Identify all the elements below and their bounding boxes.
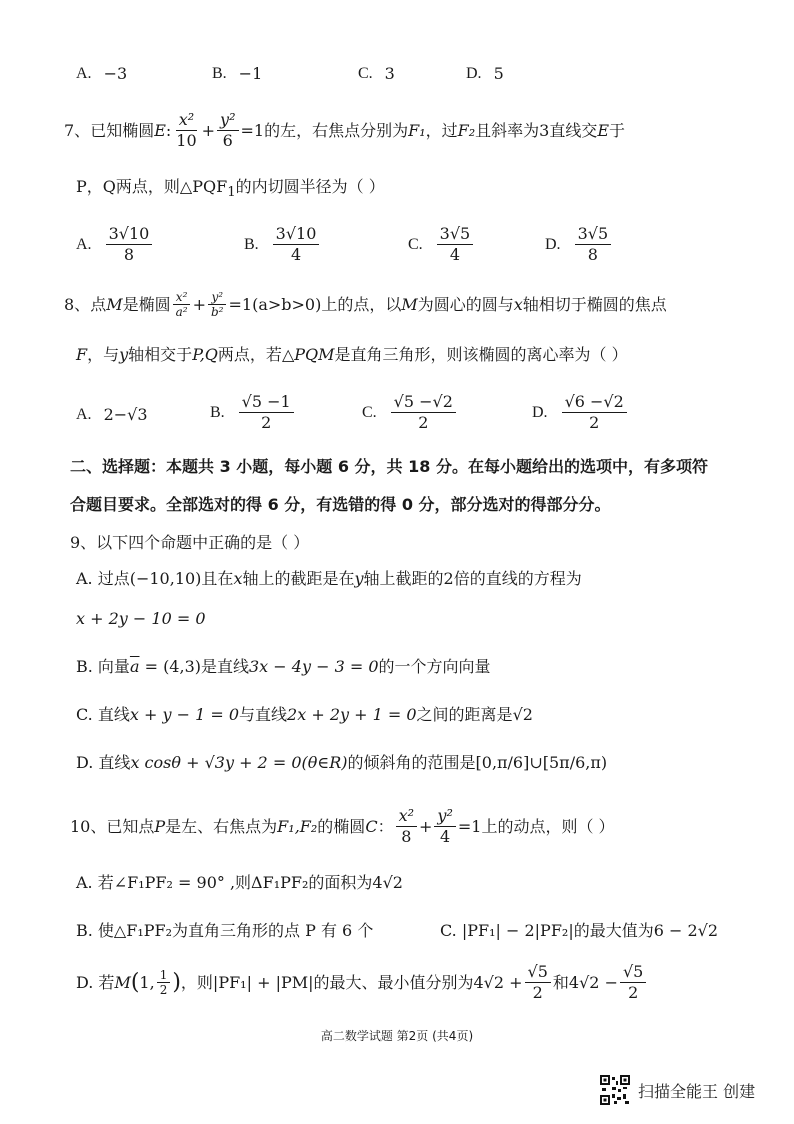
q8-option-a [76,405,148,424]
q7-text: 于 [609,120,626,140]
ellipse-name: E [597,120,610,140]
q10-text: 和4√2 − [552,972,618,992]
axis-y: y [354,569,364,588]
q9-text: B. 向量 [76,657,130,676]
q9-text: 与直线 [239,705,288,724]
scanner-watermark [600,1075,755,1105]
option-label: A. [76,405,92,423]
q9-text: 轴上的截距是在 [242,569,355,588]
q8-text: 轴相切于椭圆的焦点 [522,294,667,314]
paren-left: ( [130,969,140,995]
fraction-x [173,290,191,319]
q10-text: 的椭圆 [317,816,366,836]
option-label: D. [532,403,548,421]
denominator: a² [175,305,188,319]
fraction-y [434,806,455,847]
q7-text: 且斜率为3直线交 [475,120,598,140]
q9-text: 的倾斜角的范围是 [347,753,476,772]
question-number: 7、 [64,120,91,140]
scanner-label: 扫描全能王 创建 [638,1081,756,1101]
option-fraction [239,392,294,433]
denominator: 4 [449,245,461,264]
option-label: B. [244,235,259,253]
q7-option-c [408,224,475,265]
denominator: 8 [587,245,598,264]
option-label: B. [212,64,227,82]
option-fraction [562,392,627,433]
q10-option-a: A. 若∠F₁PF₂ = 90° ,则ΔF₁PF₂的面积为4√2 [76,873,403,892]
focus-f: F [76,345,88,364]
option-label: C. [408,235,423,253]
q9-text: C. 直线 [76,705,130,724]
points-pq: P,Q [192,345,218,364]
q7-option-b [244,224,321,265]
axis-x: x [513,294,523,314]
denominator: 6 [222,131,233,150]
option-label: A. [76,235,92,253]
denominator: 2 [159,983,168,997]
q7-text: P，Q两点，则△PQF [76,177,228,196]
q6-option-d [466,64,504,83]
option-label: A. [76,64,92,82]
fraction-y [208,290,227,319]
option-fraction [575,224,612,265]
q8-text: 轴相交于 [128,345,193,364]
denominator: 2 [261,413,272,432]
denominator: 2 [589,413,600,432]
q9-text: 轴上截距的2倍的直线的方程为 [363,569,582,588]
denominator: 2 [418,413,429,432]
section2-heading-line2: 合题目要求。全部选对的得 6 分，有选错的得 0 分，部分选对的得部分分。 [70,495,611,514]
numerator: √5 [620,962,646,983]
numerator: √5 −√2 [391,392,456,413]
q9-text: D. 直线 [76,753,131,772]
q9-option-a-line1 [76,568,582,590]
q9-option-b [76,656,491,678]
axis-y: y [119,345,129,364]
q10-text: ： [377,816,394,836]
coord-x: 1, [139,972,155,992]
point-m: M [114,972,131,992]
q7-text: 已知椭圆 [90,120,155,140]
denominator: b² [210,305,224,319]
q10-text: 已知点 [106,816,155,836]
option-value: 5 [493,64,504,83]
q10-option-c: C. |PF₁| − 2|PF₂|的最大值为6 − 2√2 [440,921,719,940]
line-equation: 2x + 2y + 1 = 0 [287,705,417,724]
denominator: 8 [123,245,135,264]
line-equation: x + y − 1 = 0 [129,705,240,724]
numerator: √5 [525,962,551,983]
ellipse-name: E [154,120,166,140]
vector-a: $\overline{a}$ [129,657,140,676]
denominator: 4 [440,827,451,846]
q9-option-d [76,752,607,774]
subscript: 1 [227,185,236,201]
section2-heading-line1: 二、选择题：本题共 3 小题，每小题 6 分，共 18 分。在每小题给出的选项中，有多项符 [70,457,708,476]
denominator: 2 [628,983,639,1002]
q10-text: =1上的动点，则（ ） [457,816,615,836]
fraction-sqrt5-over-2 [620,962,646,1003]
denominator: 2 [532,983,543,1002]
angle-range: [0,π/6]∪[5π/6,π) [475,753,608,772]
q8-option-b [210,392,296,433]
denominator: 4 [290,245,302,264]
q8-text: ，与 [87,345,120,364]
numerator: y² [217,110,238,131]
q10-text: D. 若 [76,972,115,992]
foci: F₁,F₂ [277,816,318,836]
point-m: M [106,294,123,314]
point-p: P [154,816,166,836]
q8-text: 点 [90,294,107,314]
option-label: D. [466,64,482,82]
q7-stem-line1: 7、 已知椭圆 E : $\frac{\text{x²}}{10}$ + $\frac{\text{y²}}{6}$ =1 的左，右焦点分别为 F₁ ，过 F₂ 且斜率为3直线交 E 于 [64,110,626,150]
line-equation: 3x − 4y − 3 = 0 [249,657,379,676]
option-value: 3 [384,64,395,83]
q9-text: 之间的距离是 [416,705,513,724]
page-footer: 高二数学试题 第2页 (共4页) [320,1029,474,1043]
q9-option-c [76,704,533,726]
q7-text: 的内切圆半径为（ ） [235,177,385,196]
axis-x: x [233,569,243,588]
numerator: y² [434,806,455,827]
question-number: 10、 [70,816,107,836]
q8-text: 是椭圆 [122,294,171,314]
q8-text: 为圆心的圆与 [417,294,514,314]
option-label: C. [358,64,373,82]
numerator: √6 −√2 [562,392,627,413]
numerator: 3√10 [273,224,320,245]
option-value: −1 [238,64,263,83]
numerator: 3√5 [575,224,612,245]
q8-text: 上的点，以 [321,294,402,314]
numerator: y² [208,290,226,305]
fraction-x [173,110,199,151]
q10-option-d [76,962,648,1003]
coord-y-fraction [157,968,171,997]
q7-option-a [76,224,154,265]
q6-option-c [358,64,395,83]
numerator: x² [396,806,417,827]
question-number: 8、 [64,294,91,314]
option-fraction [106,224,153,265]
ellipse-name: C [365,816,378,836]
q8-text: 两点，若 [217,345,282,364]
fraction-sqrt5-over-2 [525,962,551,1003]
option-fraction [437,224,474,265]
point-m: M [401,294,418,314]
numerator: 3√10 [106,224,153,245]
denominator: 8 [401,827,412,846]
numerator: x² [173,290,191,305]
q8-option-c [362,392,458,433]
q9-text: 的一个方向向量 [378,657,491,676]
q8-text: 是直角三角形，则该椭圆的离心率为（ ） [334,345,628,364]
condition: =1(a>b>0) [228,294,322,314]
q7-option-d [545,224,613,265]
option-fraction [273,224,320,265]
q10-text: 是左、右焦点为 [165,816,278,836]
q10-option-b: B. 使△F₁PF₂为直角三角形的点 P 有 6 个 [76,921,374,940]
focus-f1: F₁ [408,120,426,140]
numerator: x² [176,110,197,131]
q10-text: ，则|PF₁| + |PM|的最大、最小值分别为4√2 + [180,972,523,992]
equation-rhs: =1 [240,120,265,140]
q9-stem: 9、以下四个命题中正确的是（ ） [70,533,310,552]
focus-f2: F₂ [457,120,476,140]
option-fraction [391,392,456,433]
q10-stem: 10、 已知点 P 是左、右焦点为 F₁,F₂ 的椭圆 C ： $\frac{\text{x²}}{8}$ + $\frac{\text{y²}}{4}$ =1上的动点，则（ ） [70,806,615,846]
denominator: 10 [176,131,197,150]
qr-code-icon [600,1075,630,1105]
option-label: C. [362,403,377,421]
q6-option-b [212,64,262,83]
option-value: −3 [103,64,128,83]
q8-stem-line1: 8、 点 M 是椭圆 $\frac{\text{x²}}{\text{a²}}$ + $\frac{\text{y²}}{\text{b²}}$ =1(a>b>0) 上的点，以 M 为圆心的圆与 x 轴相切于椭圆的焦点 [64,290,667,319]
q8-option-d [532,392,629,433]
numerator: 3√5 [437,224,474,245]
option-value: 2−√3 [103,405,148,424]
numerator: 1 [157,968,171,983]
q8-stem-line2 [76,344,628,366]
q7-text: 的左，右焦点分别为 [264,120,409,140]
option-label: D. [545,235,561,253]
q6-option-a [76,64,127,83]
numerator: √5 −1 [239,392,294,413]
option-label: B. [210,403,225,421]
distance-value: √2 [512,705,533,724]
line-equation: x cosθ + √3y + 2 = 0(θ∈R) [130,753,348,772]
q9-text: A. 过点(−10,10)且在 [76,569,234,588]
q9-option-a-equation: x + 2y − 10 = 0 [76,609,206,628]
fraction-x [396,806,417,847]
q7-stem-line2 [76,176,385,204]
q9-text: = (4,3)是直线 [139,657,249,676]
triangle-pqm: △PQM [281,345,335,364]
fraction-y [217,110,238,151]
paren-right: ) [172,969,181,995]
q7-text: ，过 [425,120,458,140]
